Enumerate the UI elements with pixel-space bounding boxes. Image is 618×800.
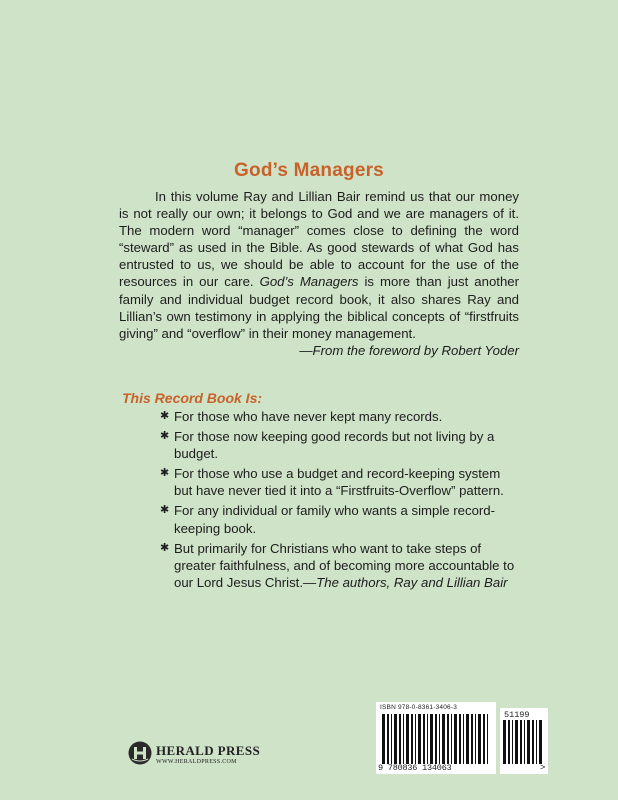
authors-signature: —The authors, Ray and Lillian Bair [303, 574, 508, 590]
foreword-text-start: In this volume Ray and Lillian Bair remind us that our money is not really our own; it belongs to God and we are managers of it. The modern word “manager” comes close to defining the word “steward” as used in the Bible. As good stewards of what God has entrusted to us, we should be able to account for the use of the resources in our care. [119, 189, 519, 290]
asterisk-bullet-icon: ✱ [160, 504, 170, 517]
foreword-italic-title: God’s Managers [259, 274, 359, 290]
herald-press-logo-icon [128, 741, 152, 765]
foreword-attribution: —From the foreword by Robert Yoder [299, 343, 519, 358]
asterisk-bullet-icon: ✱ [160, 410, 170, 422]
addon-marker: > [540, 763, 546, 773]
record-book-heading: This Record Book Is: [122, 390, 263, 406]
foreword-paragraph [119, 188, 519, 342]
asterisk-bullet-icon: ✱ [160, 541, 170, 554]
addon-digits: 51199 [504, 710, 530, 720]
isbn-barcode [376, 702, 496, 774]
list-item-text: For those now keeping good records but not living by a budget. [174, 429, 495, 462]
list-item [160, 540, 520, 591]
price-addon-barcode [500, 708, 548, 774]
publisher-website: WWW.HERALDPRESS.COM [156, 759, 237, 765]
list-item [160, 465, 520, 499]
list-item [160, 502, 520, 536]
barcode-bars-icon [382, 714, 492, 764]
addon-bars-icon [503, 720, 545, 764]
list-item-text: For any individual or family who wants a simple record-keeping book. [174, 503, 496, 536]
list-item-text: For those who use a budget and record-keeping system but have never tied it into a “Firstfruits-Overflow” pattern. [174, 466, 504, 499]
record-book-list [160, 408, 520, 594]
book-title: God’s Managers [234, 160, 384, 181]
list-item [160, 408, 520, 425]
list-item-text: But primarily for Christians who want to take steps of greater faithfulness, and of becoming more accountable to our Lord Jesus Christ. [174, 540, 515, 590]
publisher-name: HERALD PRESS [156, 743, 261, 758]
list-item [160, 428, 520, 462]
barcode-digits: 9 780836 134063 [378, 763, 452, 773]
isbn-label: ISBN 978-0-8361-3406-3 [380, 704, 458, 711]
asterisk-bullet-icon: ✱ [160, 430, 170, 443]
list-item-text: For those who have never kept many records. [174, 409, 443, 424]
foreword-text-end: is more than just another family and individual budget record book, it also shares Ray and Lillian’s own testimony in applying the biblical concepts of “firstfruits giving” and “overflow” in their money management. [119, 274, 519, 341]
asterisk-bullet-icon: ✱ [160, 467, 170, 480]
